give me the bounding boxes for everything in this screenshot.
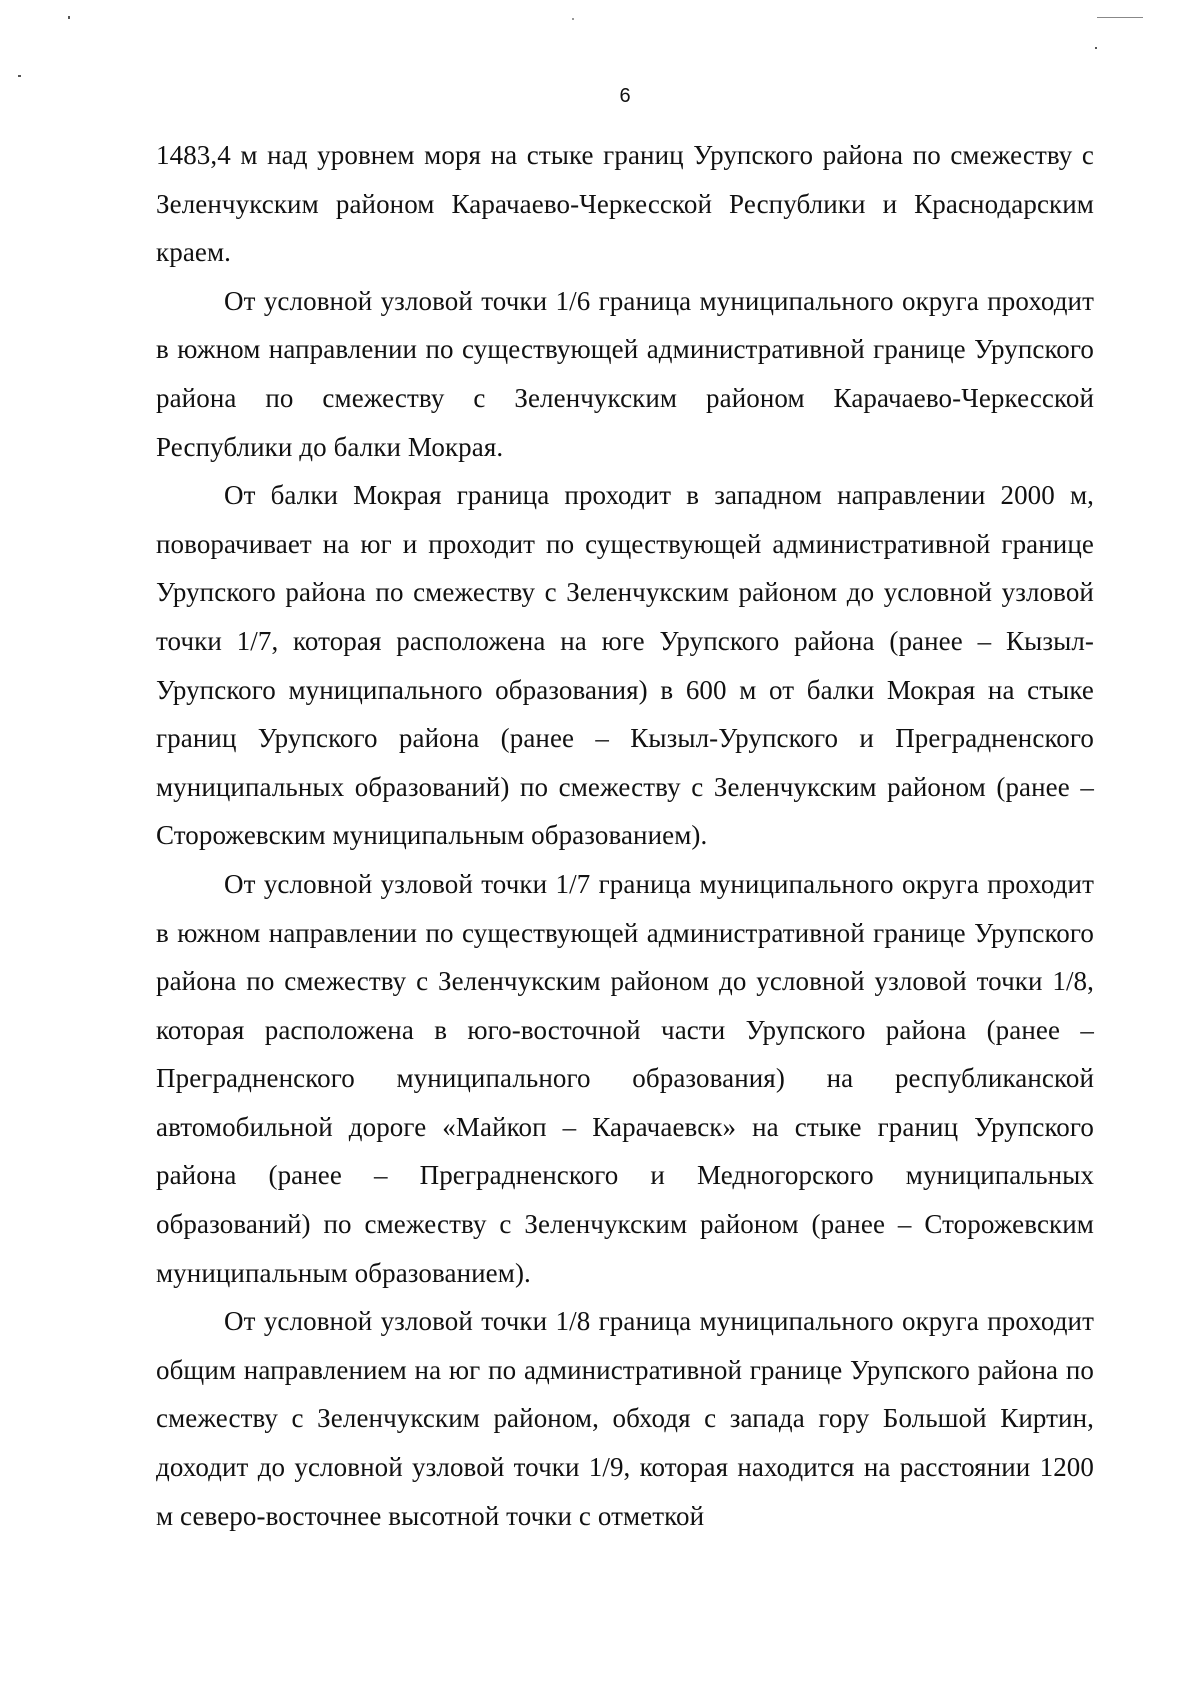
document-body bbox=[156, 131, 1094, 1540]
scan-speck bbox=[1095, 47, 1097, 49]
paragraph: 1483,4 м над уровнем моря на стыке границ Урупского района по смежеству с Зеленчукским районом Карачаево-Черкесской Республики и Краснодарским краем. bbox=[156, 140, 1094, 268]
paragraph: От условной узловой точки 1/8 граница муниципального округа проходит общим направлением на юг по административной границе Урупского района по смежеству с Зеленчукским районом, обходя с запада гору Большой Киртин, доходит до условной узловой точки 1/9, которая находится на расстоянии 1200 м северо-восточнее высотной точки с отметкой bbox=[156, 1306, 1094, 1531]
paragraph: От балки Мокрая граница проходит в западном направлении 2000 м, поворачивает на юг и проходит по существующей административной границе Урупского района по смежеству с Зеленчукским районом до условной узловой точки 1/7, которая расположена на юге Урупского района (ранее – Кызыл-Урупского муниципального образования) в 600 м от балки Мокрая на стыке границ Урупского района (ранее – Кызыл-Урупского и Преградненского муниципальных образований) по смежеству с Зеленчукским районом (ранее – Сторожевским муниципальным образованием). bbox=[156, 480, 1094, 851]
scan-speck bbox=[68, 16, 70, 19]
scan-speck bbox=[1097, 17, 1143, 18]
scan-speck bbox=[18, 75, 21, 77]
paragraph: От условной узловой точки 1/7 граница муниципального округа проходит в южном направлении по существующей административной границе Урупского района по смежеству с Зеленчукским районом до условной узловой точки 1/8, которая расположена в юго-восточной части Урупского района (ранее – Преградненского муниципального образования) на республиканской автомобильной дороге «Майкоп – Карачаевск» на стыке границ Урупского района (ранее – Преградненского и Медногорского муниципальных образований) по смежеству с Зеленчукским районом (ранее – Сторожевским муниципальным образованием). bbox=[156, 868, 1094, 1288]
page-number: 6 bbox=[619, 85, 631, 107]
scan-speck bbox=[572, 18, 574, 20]
paragraph: От условной узловой точки 1/6 граница муниципального округа проходит в южном направлении по существующей административной границе Урупского района по смежеству с Зеленчукским районом Карачаево-Черкесской Республики до балки Мокрая. bbox=[156, 285, 1094, 462]
